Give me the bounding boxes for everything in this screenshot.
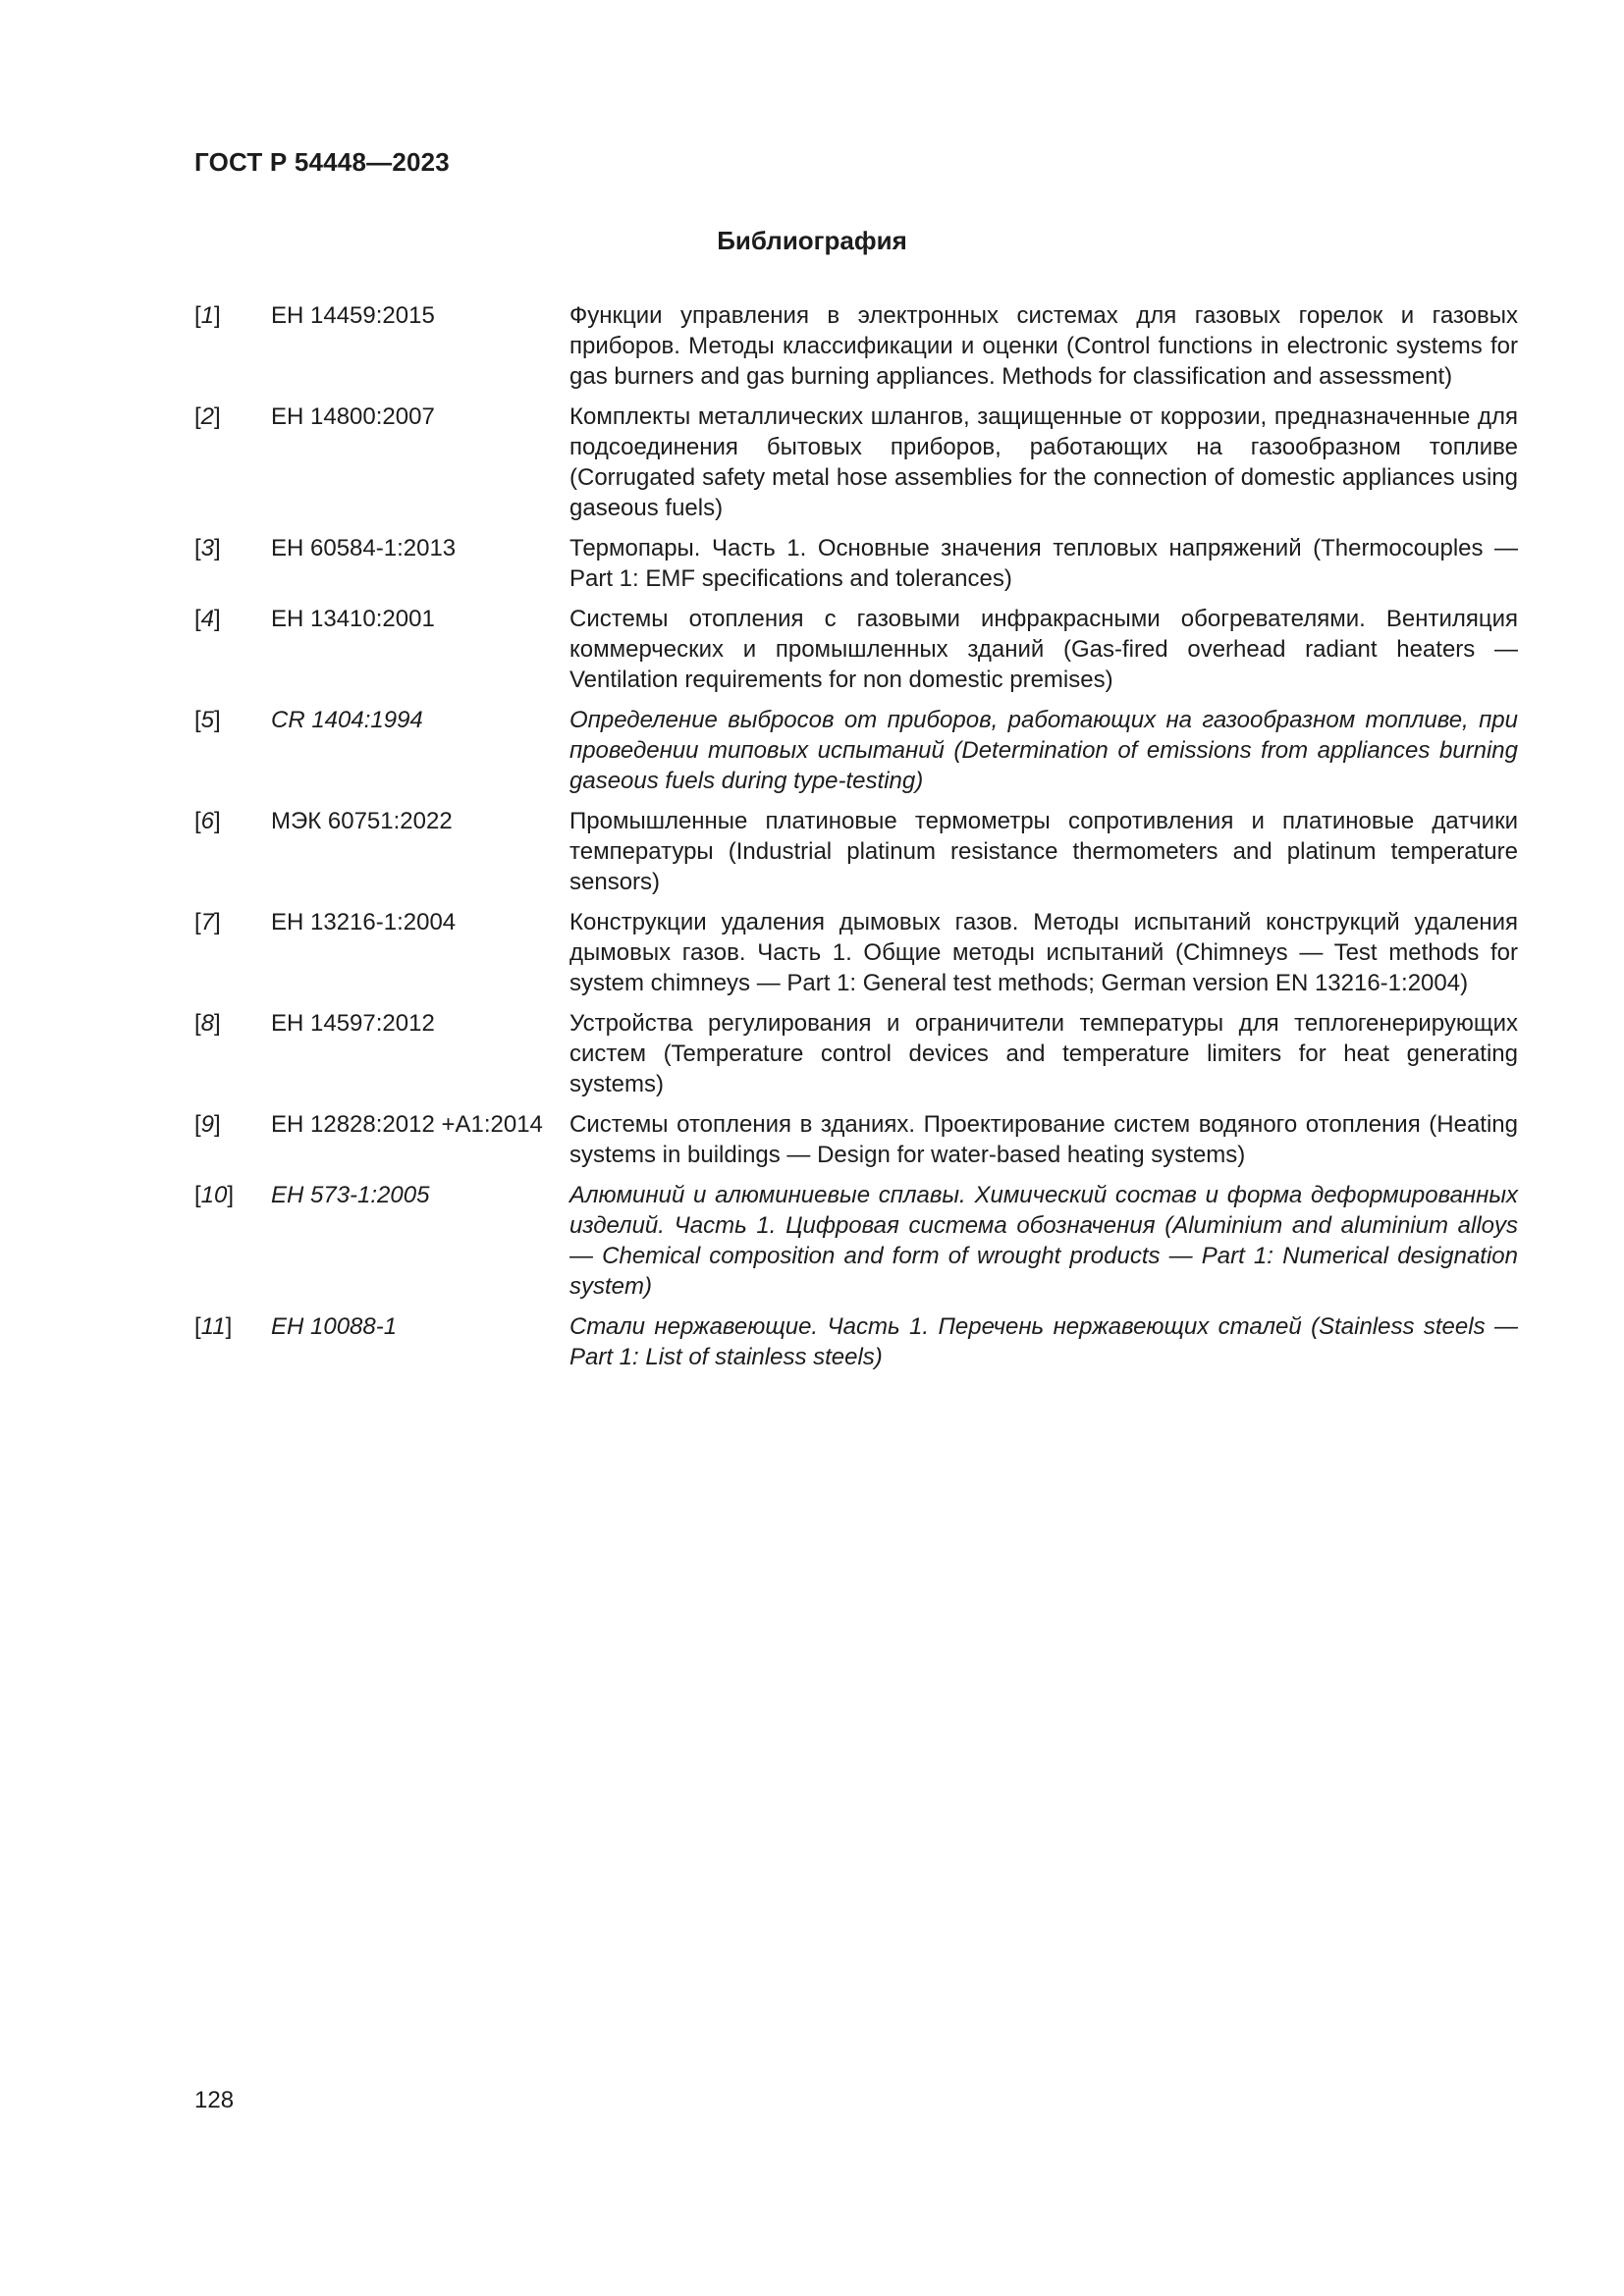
entry-code: ЕН 14459:2015 — [271, 302, 435, 329]
entry-title: Определение выбросов от приборов, работающих на газообразном топливе, при проведении типовых испытаний (Determination of emissions from appliances burning gaseous fuels during type-testing) — [569, 707, 1518, 794]
entry-title: Системы отопления с газовыми инфракрасными обогревателями. Вентиляция коммерческих и промышленных зданий (Gas-fired overhead radiant heaters — Ventilation requirements for non domestic premises) — [569, 606, 1518, 693]
entry-title: Термопары. Часть 1. Основные значения тепловых напряжений (Thermocouples — Part 1: EMF specifications and tolerances) — [569, 535, 1518, 592]
entry-title: Стали нержавеющие. Часть 1. Перечень нержавеющих сталей (Stainless steels — Part 1: List of stainless steels) — [569, 1313, 1518, 1370]
bibliography-entry — [194, 1109, 1518, 1170]
entry-number: [8] — [194, 1010, 221, 1037]
standard-code-header: ГОСТ Р 54448—2023 — [194, 147, 450, 177]
bibliography-title: Библиография — [717, 226, 907, 255]
bibliography-entry — [194, 300, 1518, 392]
entry-title: Алюминий и алюминиевые сплавы. Химический состав и форма деформированных изделий. Часть 1. Цифровая система обозначения (Aluminium and aluminium alloys — Chemical composition and form of wrought products — Part 1: Numerical designation system) — [569, 1182, 1518, 1300]
entry-code: ЕН 14597:2012 — [271, 1010, 435, 1037]
entry-title: Системы отопления в зданиях. Проектирование систем водяного отопления (Heating systems in buildings — Design for water-based heating systems) — [569, 1111, 1518, 1168]
entry-code: ЕН 14800:2007 — [271, 403, 435, 430]
entry-code: МЭК 60751:2022 — [271, 808, 453, 834]
entry-number: [3] — [194, 535, 221, 561]
entry-code: ЕН 13410:2001 — [271, 606, 435, 632]
bibliography-entry — [194, 1008, 1518, 1099]
entry-title: Промышленные платиновые термометры сопротивления и платиновые датчики температуры (Industrial platinum resistance thermometers and platinum temperature sensors) — [569, 808, 1518, 895]
entry-code: ЕН 60584-1:2013 — [271, 535, 457, 561]
entry-number: [5] — [194, 707, 221, 733]
bibliography-entry — [194, 401, 1518, 523]
entry-number: [7] — [194, 909, 221, 935]
entry-code: ЕН 12828:2012 +А1:2014 — [271, 1111, 543, 1138]
entry-number: [11] — [194, 1313, 233, 1340]
entry-title: Устройства регулирования и ограничители температуры для теплогенерирующих систем (Temperature control devices and temperature limiters for heat generating systems) — [569, 1010, 1518, 1097]
entry-code: ЕН 573-1:2005 — [271, 1182, 430, 1208]
bibliography-entry — [194, 1180, 1518, 1302]
bibliography-entry — [194, 604, 1518, 695]
entry-number: [1] — [194, 302, 221, 329]
page-number: 128 — [194, 2087, 235, 2113]
entry-code: ЕН 13216-1:2004 — [271, 909, 457, 935]
entry-number: [10] — [194, 1182, 235, 1208]
bibliography-entry — [194, 1311, 1518, 1372]
entry-title: Комплекты металлических шлангов, защищенные от коррозии, предназначенные для подсоединения бытовых приборов, работающих на газообразном топливе (Corrugated safety metal hose assemblies for the connection of domestic appliances using gaseous fuels) — [569, 403, 1518, 521]
bibliography-entry — [194, 806, 1518, 897]
entry-number: [9] — [194, 1111, 221, 1138]
entry-number: [4] — [194, 606, 221, 632]
bibliography-list — [194, 300, 1518, 1382]
entry-title: Функции управления в электронных системах для газовых горелок и газовых приборов. Методы классификации и оценки (Control functions in electronic systems for gas burners and gas burning appliances. Methods for classification and assessment) — [569, 302, 1518, 390]
bibliography-entry — [194, 907, 1518, 998]
entry-number: [6] — [194, 808, 221, 834]
bibliography-entry — [194, 533, 1518, 594]
entry-code: CR 1404:1994 — [271, 707, 423, 733]
entry-code: ЕН 10088-1 — [271, 1313, 398, 1340]
entry-title: Конструкции удаления дымовых газов. Методы испытаний конструкций удаления дымовых газов. Часть 1. Общие методы испытаний (Chimneys — Test methods for system chimneys — Part 1: General test methods; German version EN 13216-1:2004) — [569, 909, 1518, 996]
entry-number: [2] — [194, 403, 221, 430]
bibliography-entry — [194, 705, 1518, 796]
